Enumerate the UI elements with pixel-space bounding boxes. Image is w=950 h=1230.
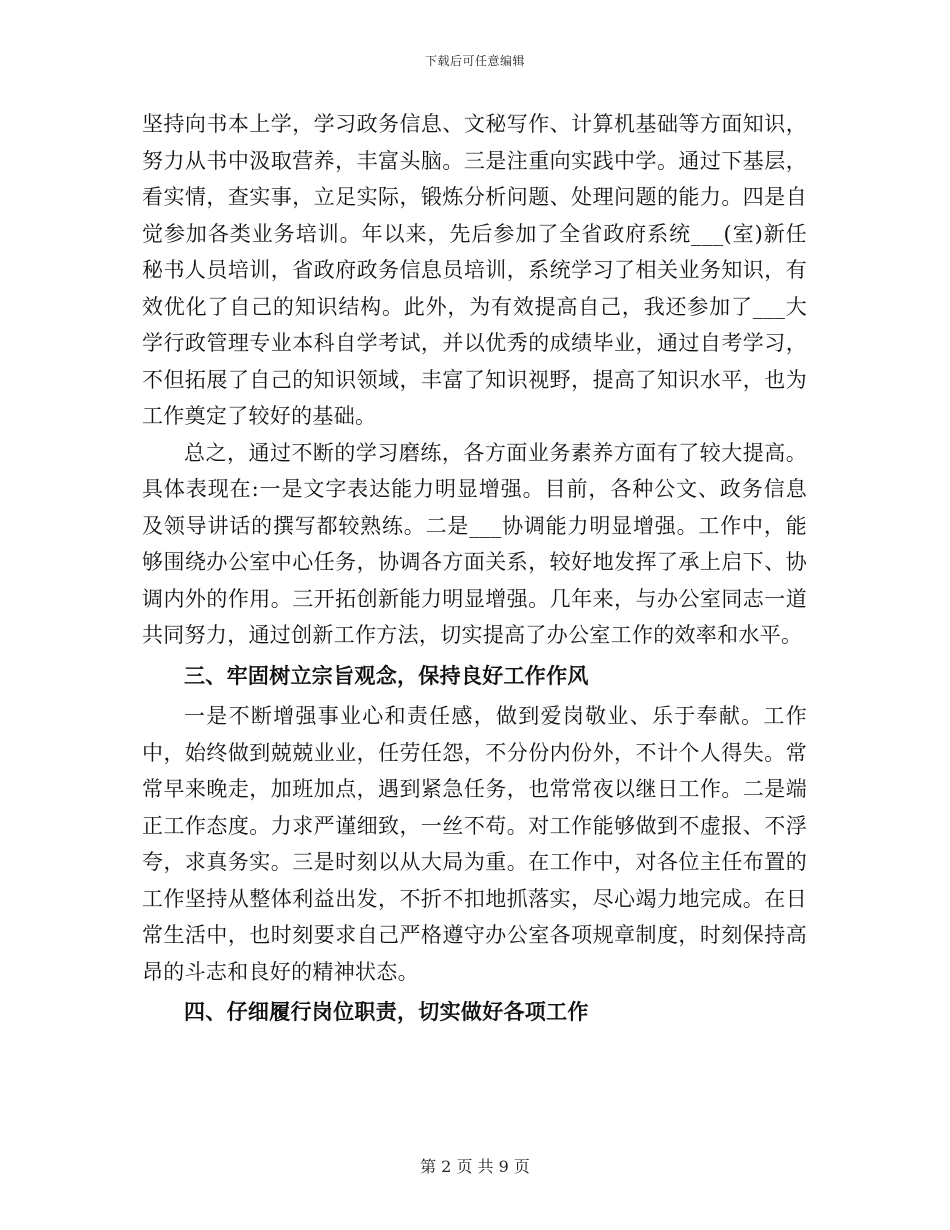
document-body	[142, 106, 807, 1035]
section-heading-three: 三、牢固树立宗旨观念，保持良好工作作风	[184, 662, 589, 688]
paragraph-continued-study: 坚持向书本上学，学习政务信息、文秘写作、计算机基础等方面知识，努力从书中汲取营养，丰富头脑。三是注重向实践中学。通过下基层，看实情，查实事，立足实际，锻炼分析问题、处理问题的能力。四是自觉参加各类业务培训。年以来，先后参加了全省政府系统___(室)新任秘书人员培训，省政府政务信息员培训，系统学习了相关业务知识，有效优化了自己的知识结构。此外，为有效提高自己，我还参加了___大学行政管理专业本科自学考试，并以优秀的成绩毕业，通过自考学习，不但拓展了自己的知识领域，丰富了知识视野，提高了知识水平，也为工作奠定了较好的基础。	[142, 112, 807, 428]
page-header: 下载后可任意编辑	[424, 54, 525, 68]
paragraph-work-style: 一是不断增强事业心和责任感，做到爱岗敬业、乐于奉献。工作中，始终做到兢兢业业，任劳任怨，不分份内份外，不计个人得失。常常早来晚走，加班加点，遇到紧急任务，也常常夜以继日工作。二是端正工作态度。力求严谨细致，一丝不苟。对工作能够做到不虚报、不浮夸，求真务实。三是时刻以从大局为重。在工作中，对各位主任布置的工作坚持从整体利益出发，不折不扣地抓落实，尽心竭力地完成。在日常生活中，也时刻要求自己严格遵守办公室各项规章制度，时刻保持高昂的斗志和良好的精神状态。	[142, 704, 807, 984]
section-heading-four: 四、仔细履行岗位职责，切实做好各项工作	[184, 999, 589, 1024]
paragraph-summary: 总之，通过不断的学习磨练，各方面业务素养方面有了较大提高。具体表现在:一是文字表达能力明显增强。目前，各种公文、政务信息及领导讲话的撰写都较熟练。二是___协调能力明显增强。工作中，能够围绕办公室中心任务，协调各方面关系，较好地发挥了承上启下、协调内外的作用。三开拓创新能力明显增强。几年来，与办公室同志一道共同努力，通过创新工作方法，切实提高了办公室工作的效率和水平。	[142, 440, 807, 647]
page-footer-page-number: 第 2 页 共 9 页	[420, 1157, 530, 1176]
